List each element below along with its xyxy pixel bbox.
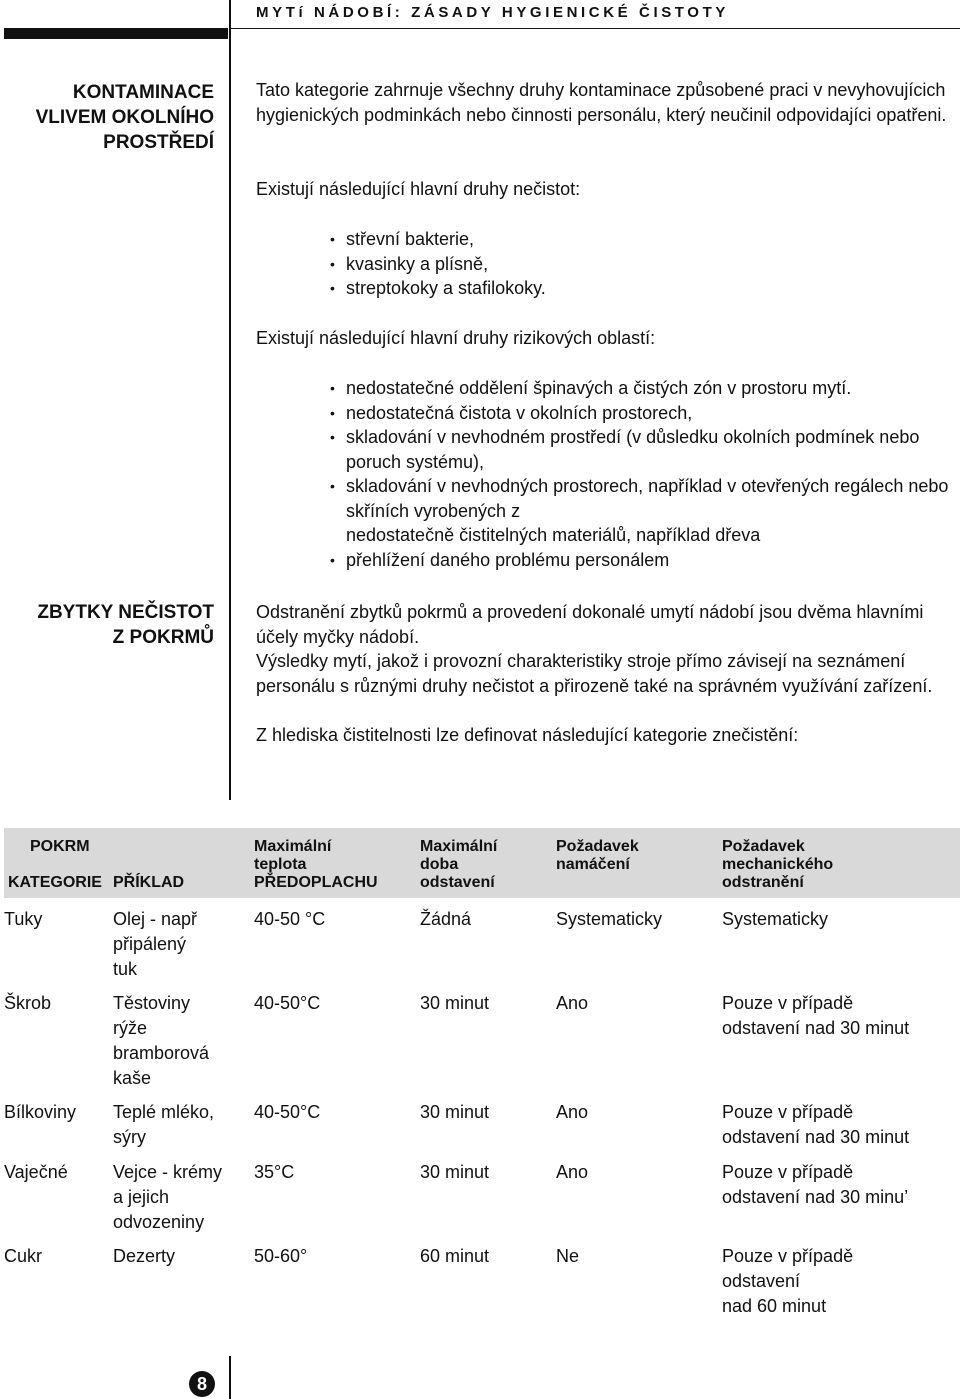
cell-mech: Pouze v případě odstavení nad 60 minut	[722, 1246, 854, 1316]
cell-mech: Pouze v případě odstavení nad 30 minu’	[722, 1162, 909, 1207]
cell-time: 30 minut	[420, 1102, 490, 1122]
header-bar	[4, 28, 228, 39]
section-title-food-residue: ZBYTKY NEČISTOT Z POKRMŮ	[37, 602, 214, 648]
cell-time: 60 minut	[420, 1246, 490, 1266]
cell-temp: 35°C	[254, 1162, 295, 1182]
cell-example: Dezerty	[113, 1246, 176, 1266]
margin-rule-bottom	[229, 1356, 231, 1399]
cell-soak: Ano	[556, 993, 589, 1013]
page-header: MYTí NÁDOBÍ: ZÁSADY HYGIENICKÉ ČISTOTY	[256, 4, 729, 21]
cell-time: 30 minut	[420, 993, 490, 1013]
list-item: nedostatečně čistitelných materiálů, například dřeva	[346, 525, 761, 545]
header-rule	[231, 28, 960, 29]
cell-example: Vejce - krémy a jejich odvozeniny	[113, 1162, 223, 1232]
cell-category: Vaječné	[4, 1162, 68, 1182]
margin-rule	[229, 0, 231, 800]
cell-mech: Pouze v případě odstavení nad 30 minut	[722, 993, 910, 1038]
risk-areas-list	[330, 376, 955, 572]
cell-soak: Systematicky	[556, 909, 663, 929]
residue-paragraph-2: Výsledky mytí, jakož i provozní charakteristiky stroje přímo závisejí na seznámení personálu s různými druhy nečistot a přirozeně také na správném využívání zařízení.	[256, 651, 933, 696]
list-item: • streptokoky a stafilokoky.	[330, 276, 955, 301]
list-item: • přehlížení daného problému personálem	[330, 548, 955, 573]
cell-category: Tuky	[4, 909, 43, 929]
impurities-label: Existují následující hlavní druhy nečistot:	[256, 179, 581, 199]
cell-soak: Ano	[556, 1102, 589, 1122]
th-food: POKRM	[30, 838, 90, 855]
th-mechanical-removal: Požadavek mechanického odstranění	[722, 838, 834, 891]
list-item: • střevní bakterie,	[330, 227, 955, 252]
cell-example: Olej - např připálený tuk	[113, 909, 198, 979]
list-item: • kvasinky a plísně,	[330, 252, 955, 277]
th-example: PŘÍKLAD	[113, 874, 185, 891]
residue-paragraph-1: Odstranění zbytků pokrmů a provedení dokonalé umytí nádobí jsou dvěma hlavními účely myčky nádobí.	[256, 602, 924, 647]
section-title-contamination: KONTAMINACE VLIVEM OKOLNÍHO PROSTŘEDÍ	[35, 82, 214, 153]
cell-time: 30 minut	[420, 1162, 490, 1182]
cell-category: Škrob	[4, 993, 52, 1013]
cell-category: Cukr	[4, 1246, 43, 1266]
cell-example: Těstoviny rýže bramborová kaše	[113, 993, 210, 1088]
cell-example: Teplé mléko, sýry	[113, 1102, 215, 1147]
list-item: • skladování v nevhodném prostředí (v důsledku okolních podmínek nebo poruch systému),	[330, 425, 955, 474]
cell-soak: Ne	[556, 1246, 580, 1266]
th-max-prerinse-temp: Maximální teplota PŘEDOPLACHU	[254, 838, 378, 891]
cell-soak: Ano	[556, 1162, 589, 1182]
risk-areas-label: Existují následující hlavní druhy rizikových oblastí:	[256, 328, 656, 348]
cell-temp: 40-50°C	[254, 1102, 321, 1122]
residue-paragraph-3: Z hlediska čistitelnosti lze definovat následující kategorie znečistění:	[256, 725, 799, 745]
cell-temp: 40-50 °C	[254, 909, 326, 929]
cell-time: Žádná	[420, 909, 472, 929]
impurities-list	[330, 227, 955, 301]
th-category: KATEGORIE	[8, 874, 102, 891]
list-item: • skladování v nevhodných prostorech, například v otevřených regálech nebo skříních vyrobených z	[330, 474, 955, 523]
th-max-standing-time: Maximální doba odstavení	[420, 838, 498, 891]
cell-mech: Pouze v případě odstavení nad 30 minut	[722, 1102, 910, 1147]
page-number-badge: 8	[189, 1371, 215, 1397]
cell-temp: 50-60°	[254, 1246, 308, 1266]
cell-category: Bílkoviny	[4, 1102, 77, 1122]
list-item: • nedostatečné oddělení špinavých a čistých zón v prostoru mytí.	[330, 376, 955, 401]
list-item: • nedostatečná čistota v okolních prostorech,	[330, 401, 955, 426]
th-soak-required: Požadavek namáčení	[556, 838, 639, 873]
cell-mech: Systematicky	[722, 909, 829, 929]
contamination-intro: Tato kategorie zahrnuje všechny druhy kontaminace způsobené praci v nevyhovujícich hygienických podminkách nebo činnosti personálu, který neučinil odpovidajíci opatřeni.	[256, 80, 947, 125]
cell-temp: 40-50°C	[254, 993, 321, 1013]
